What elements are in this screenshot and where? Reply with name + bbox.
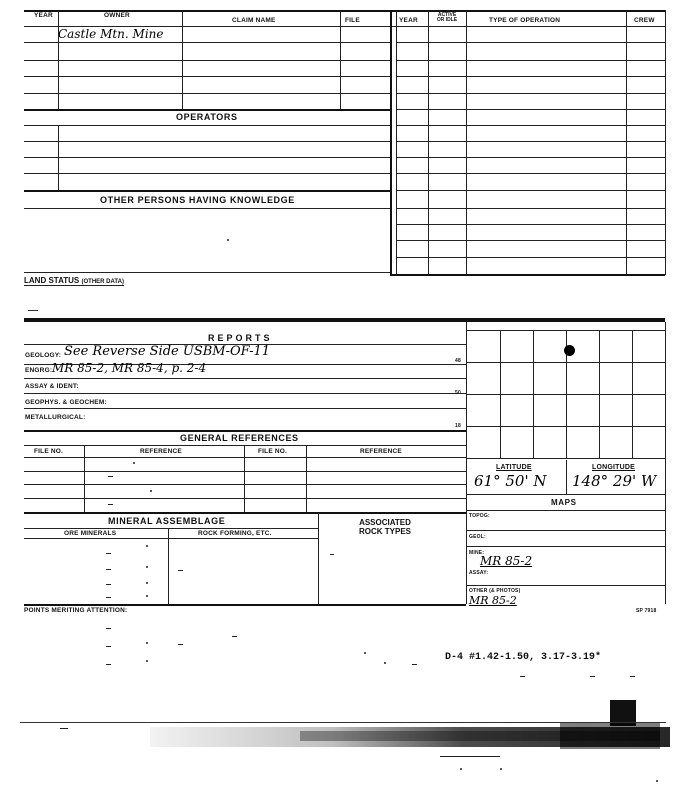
engrg-value: MR 85-2, MR 85-4, p. 2-4 [52,361,207,375]
grid-line [466,458,665,459]
row-line [24,484,466,485]
other-persons-title: OTHER PERSONS HAVING KNOWLEDGE [100,195,295,205]
rock-forming-label: ROCK FORMING, ETC. [198,530,272,537]
row-line [466,546,665,547]
geology-label: GEOLOGY: [25,352,62,359]
scan-speck [146,660,148,662]
row-line [396,173,665,174]
row-line [396,109,665,110]
row-line [466,585,665,586]
ore-minerals-label: ORE MINERALS [64,530,117,537]
scan-speck [460,768,462,770]
row-line [24,604,466,606]
grid-line [466,426,665,427]
points-meriting-note: D-4 #1.42-1.50, 3.17-3.19* [445,652,602,663]
row-line [396,60,665,61]
scan-mark [28,310,38,311]
row-line [24,60,390,61]
row-line [24,471,466,472]
grid-line [466,330,665,331]
row-line [24,272,390,273]
row-line [24,445,466,446]
row-line [24,173,390,174]
metallurgical-label: METALLURGICAL: [25,414,86,421]
col-reference: REFERENCE [140,448,182,455]
scan-mark [106,628,111,629]
row-line [396,190,665,191]
col-divider [626,10,627,275]
row-line [24,42,390,43]
row-line [396,125,665,126]
scan-speck [146,545,148,547]
scan-mark [412,664,417,665]
col-divider [84,445,85,512]
owner-entry: Castle Mtn. Mine [58,27,164,41]
row-line [24,408,466,409]
land-status-label: LAND STATUS (OTHER DATA) [24,276,124,285]
col-divider [244,445,245,512]
mineral-assemblage-title: MINERAL ASSEMBLAGE [108,516,226,526]
scan-speck [133,462,135,464]
header-year-2: YEAR [399,17,418,24]
scan-speck [150,490,152,492]
scan-mark [178,570,183,571]
col-divider [466,10,467,275]
scan-speck [500,768,502,770]
scan-noise-band [0,715,678,775]
row-line [24,76,390,77]
row-line [24,141,390,142]
associated-rock-types: ASSOCIATED ROCK TYPES [358,518,411,536]
row-line [396,208,665,209]
scan-mark [60,728,68,729]
row-line [396,76,665,77]
geophys-label: GEOPHYS. & GEOCHEM: [25,399,107,406]
mine-value: MR 85-2 [480,554,533,568]
row-line [396,141,665,142]
row-line [396,240,665,241]
scan-mark [106,584,111,585]
grid-line [466,394,665,395]
scan-mark [106,569,111,570]
general-references-title: GENERAL REFERENCES [180,433,299,443]
col-divider [396,10,397,275]
other-photos-value: MR 85-2 [469,594,517,607]
scan-mark [520,676,525,677]
margin-50: 50 [455,390,461,396]
scan-mark [106,597,111,598]
col-divider [58,125,59,190]
margin-18: 18 [455,423,461,429]
col-file-no-2: FILE NO. [258,448,288,455]
assay-map-label: ASSAY: [469,570,489,576]
row-line [396,257,665,258]
maps-title: MAPS [551,498,577,507]
row-line [24,125,390,126]
header-crew: CREW [634,17,655,24]
form-number: SP 7918 [636,608,657,614]
geology-value: See Reverse Side USBM-OF-11 [64,344,271,359]
location-marker [564,345,575,356]
scan-mark [178,644,183,645]
row-line [396,224,665,225]
scan-mark [330,554,334,555]
engrg-label: ENGRG: [25,367,53,374]
col-divider [665,10,666,275]
scan-speck [227,239,229,241]
col-divider [58,10,59,109]
header-owner: OWNER [104,12,130,19]
row-line [24,512,466,514]
row-line [24,457,466,458]
row-line [24,378,466,379]
col-reference-2: REFERENCE [360,448,402,455]
topog-label: TOPOG: [469,513,490,519]
col-divider [566,460,567,494]
row-line [24,430,466,432]
reports-top-bar [24,318,665,322]
latitude-value: 61° 50' N [474,472,547,490]
scan-mark [232,636,237,637]
header-claim-name: CLAIM NAME [232,17,276,24]
scan-mark [440,756,500,757]
grid-line [665,322,666,604]
scan-mark [106,553,111,554]
row-line [396,42,665,43]
col-divider [340,10,341,109]
header-type-of-operation: TYPE OF OPERATION [489,17,561,24]
scan-mark [590,676,595,677]
row-line [24,190,390,192]
header-active-or-idle: ACTIVE OR IDLE [436,12,458,23]
col-file-no: FILE NO. [34,448,64,455]
scan-speck [384,662,386,664]
scan-speck [146,595,148,597]
mine-label: MINE: [469,550,485,556]
scan-speck [146,642,148,644]
row-line [24,93,390,94]
col-divider [318,512,319,604]
row-line [24,208,390,209]
longitude-label: LONGITUDE [592,464,636,471]
col-divider [428,10,429,275]
scan-mark [630,676,635,677]
row-line [24,498,466,499]
row-line [466,510,665,511]
operators-title: OPERATORS [176,112,238,122]
col-divider [168,528,169,604]
assay-ident-label: ASSAY & IDENT: [25,383,79,390]
scan-speck [146,582,148,584]
row-line [396,93,665,94]
scan-speck [656,780,658,782]
row-line [24,538,318,539]
scan-mark [108,504,113,505]
reports-title: REPORTS [208,333,273,343]
points-meriting-label: POINTS MERITING ATTENTION: [24,607,128,614]
geol-label: GEOL: [469,534,486,540]
row-line [466,494,665,495]
col-divider [466,322,467,604]
row-line [390,274,665,276]
row-line [24,528,318,529]
row-line [24,393,466,394]
col-divider-main [390,10,392,275]
scan-speck [364,652,366,654]
scan-mark [106,646,111,647]
grid-line [466,362,665,363]
row-line [24,157,390,158]
header-file: FILE [345,17,360,24]
row-line [396,157,665,158]
col-divider [306,445,307,512]
margin-48: 48 [455,358,461,364]
row-line [466,530,665,531]
longitude-value: 148° 29' W [572,472,657,490]
scan-mark [108,476,113,477]
scan-mark [106,664,111,665]
col-divider [182,10,183,109]
other-photos-label: OTHER (& PHOTOS) [469,588,521,594]
row-line [24,109,390,111]
latitude-label: LATITUDE [496,464,532,471]
header-year: YEAR [34,12,53,19]
scan-speck [146,566,148,568]
